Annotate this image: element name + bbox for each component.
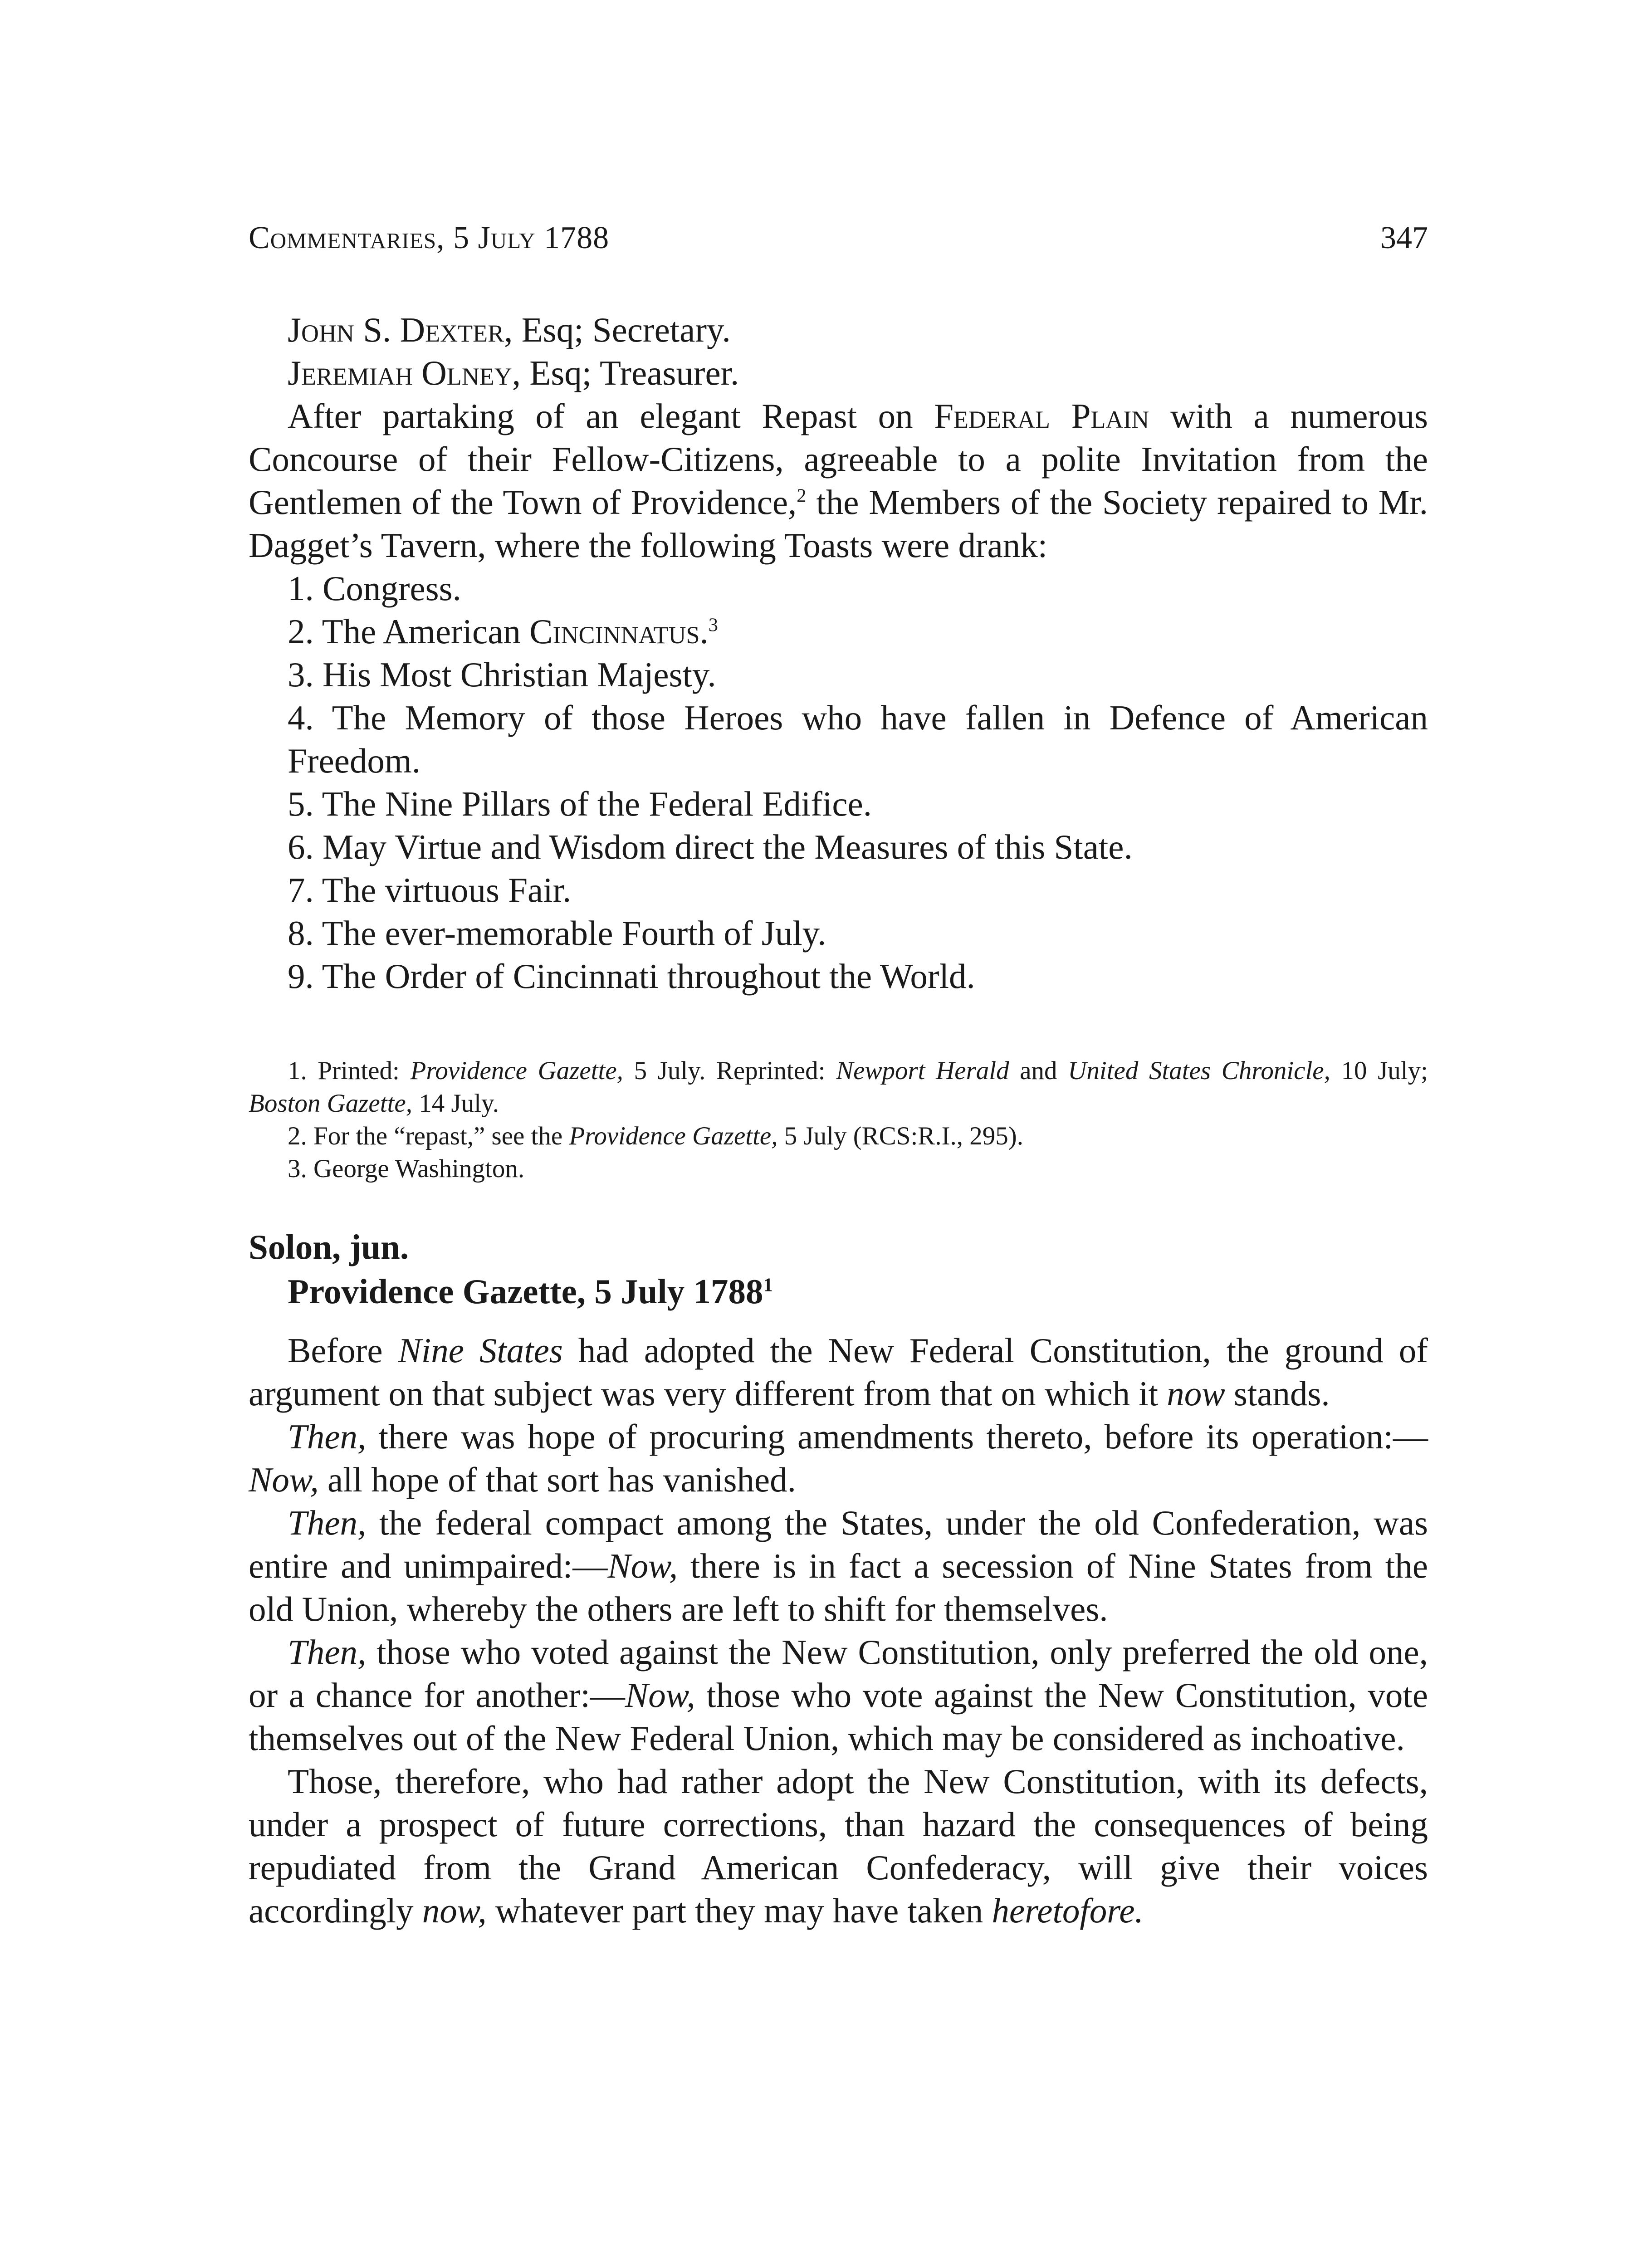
footnote-ref: 1 xyxy=(763,1274,773,1296)
footnote-1: 1. Printed: Providence Gazette, 5 July. Reprinted: Newport Herald and United States Chronicle, 10 July; Boston Gazette, 14 July. xyxy=(249,1056,1428,1118)
essay-paragraph: Then, there was hope of procuring amendments thereto, before its operation:—Now, all hope of that sort has vanished. xyxy=(249,1417,1428,1499)
footnote-ref: 2 xyxy=(797,485,807,507)
footnote-ref: 3 xyxy=(708,614,718,636)
toast-item: 8. The ever-memorable Fourth of July. xyxy=(288,914,826,953)
section-heading xyxy=(249,1225,1428,1314)
essay-paragraph: Then, those who voted against the New Constitution, only preferred the old one, or a chance for another:—Now, those who vote against the New Constitution, vote themselves out of the New Federal Union, which may be considered as inchoative. xyxy=(249,1633,1428,1758)
essay-paragraph: Before Nine States had adopted the New Federal Constitution, the ground of argument on that subject was very different from that on which it now stands. xyxy=(249,1331,1428,1413)
footnote-3: 3. George Washington. xyxy=(288,1154,525,1183)
toast-item: 9. The Order of Cincinnati throughout the World. xyxy=(288,957,975,996)
section-author: Solon, jun. xyxy=(249,1227,409,1266)
footnotes xyxy=(249,1055,1428,1185)
footnote-2: 2. For the “repast,” see the Providence Gazette, 5 July (RCS:R.I., 295). xyxy=(288,1122,1024,1150)
secretary-name: John S. Dexter xyxy=(288,310,504,349)
running-head xyxy=(249,218,1428,259)
toast-item: 1. Congress. xyxy=(288,569,461,608)
running-head-title: Commentaries, 5 July 1788 xyxy=(249,220,610,255)
section-source: Providence Gazette, 5 July 1788$^1$ xyxy=(288,1272,773,1311)
page-number: 347 xyxy=(1380,220,1428,255)
toast-item: 2. The American Cincinnatus.$^3$ xyxy=(288,612,718,651)
essay-body xyxy=(249,1329,1428,1932)
essay-paragraph: Those, therefore, who had rather adopt the New Constitution, with its defects, under a prospect of future corrections, than hazard the consequences of being repudiated from the Grand American Confederacy, will give their voices accordingly now, whatever part they may have taken heretofore. xyxy=(249,1762,1428,1930)
toast-item: 6. May Virtue and Wisdom direct the Measures of this State. xyxy=(288,827,1133,866)
toast-item: 3. His Most Christian Majesty. xyxy=(288,655,716,694)
repast-paragraph: After partaking of an elegant Repast on Federal Plain with a numerous Concourse of their Fellow-Citizens, agreeable to a polite Invitation from the Gentlemen of the Town of Providence,$^2$ the Members of the Society repaired to Mr. Dagget’s Tavern, where the following Toasts were drank: xyxy=(249,396,1428,565)
toast-item: 4. The Memory of those Heroes who have fallen in Defence of American Freedom. xyxy=(288,698,1428,780)
officer-treasurer: Jeremiah Olney, Esq; Treasurer. xyxy=(288,353,739,392)
toast-item: 5. The Nine Pillars of the Federal Edifice. xyxy=(288,784,872,823)
officer-secretary: John S. Dexter, Esq; Secretary. xyxy=(288,310,731,349)
treasurer-name: Jeremiah Olney xyxy=(288,353,512,392)
toast-item: 7. The virtuous Fair. xyxy=(288,870,572,909)
toasts-section xyxy=(249,308,1428,998)
essay-paragraph: Then, the federal compact among the States, under the old Confederation, was entire and unimpaired:—Now, there is in fact a secession of Nine States from the old Union, whereby the others are left to shift for themselves. xyxy=(249,1503,1428,1628)
